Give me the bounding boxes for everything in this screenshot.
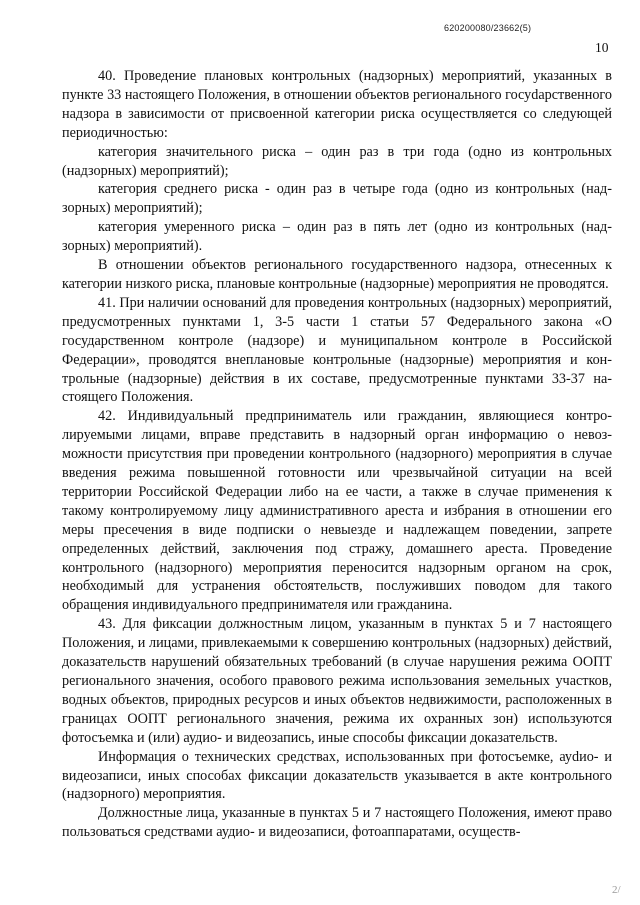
paragraph-43: 43. Для фиксации должностным лицом, указанным в пунктах 5 и 7 настоящего Положения, и лицами, привлекаемыми к совершению контрольных (надзорных) действий, доказательств нарушений обязательных требований (в случае нарушения режима ООПТ регионального значения, особого правового режима использования земельных участков, водных объектов, природных ресурсов и иных объектов недвижимости, расположенных в границах ООПТ регионального значения, режима их охранных зон) используются фотосъемка и (или) аудио- и видеозапись, иные способы фиксации доказательств. (62, 616, 612, 746)
document-body (62, 67, 612, 842)
page-number: 10 (595, 40, 609, 55)
paragraph-risk-medium: категория среднего риска - один раз в четыре года (одно из контрольных (надзорных) мероприятий); (62, 181, 612, 217)
paragraph-officials-rights: Должностные лица, указанные в пунктах 5 и 7 настоящего Положения, имеют право пользоваться средствами аудио- и видеозаписи, фотоаппаратами, осуществ- (62, 805, 612, 841)
paragraph-risk-significant: категория значительного риска – один раз в три года (одно из контрольных (надзорных) мероприятий); (62, 143, 612, 179)
paragraph-40: 40. Проведение плановых контрольных (надзорных) мероприятий, указанных в пункте 33 настоящего Положения, в отношении объектов регионального госуdарственного надзора в зависимости от присвоенной категории риска осуществляется со следующей периодичностью: (62, 68, 612, 141)
paragraph-42: 42. Индивидуальный предприниматель или гражданин, являющиеся контролируемыми лицами, вправе представить в надзорный орган информацию о невозможности присутствия при проведении контрольного (надзорного) мероприятия в случае введения режима повышенной готовности или чрезвычайной ситуации на всей территории Российской Федерации либо на ее части, а также в случае применения к такому контролируемому лицу административного ареста и избрания в отношении его меры пресечения в виде подписки о невыезде и надлежащем поведении, запрете определенных действий, заключения под стражу, домашнего ареста. Проведение контрольного (надзорного) мероприятия переносится надзорным органом на срок, необходимый для устранения обстоятельств, послуживших поводом для такого обращения индивидуального предпринимателя или гражданина. (62, 408, 612, 614)
paragraph-risk-moderate: категория умеренного риска – один раз в пять лет (одно из контрольных (надзорных) мероприятий). (62, 219, 612, 255)
paragraph-41: 41. При наличии оснований для проведения контрольных (надзорных) мероприятий, предусмотренных пунктами 1, 3-5 части 1 статьи 57 Федерального закона «О государственном контроле (надзоре) и муниципальном контроле в Российской Федерации», проводятся внеплановые контрольные (надзорные) мероприятия и контрольные (надзорные) действия в их составе, предусмотренные пунктами 33-37 настоящего Положения. (62, 294, 612, 406)
corner-handwritten-mark: 2/ (612, 884, 621, 896)
paragraph-risk-low: В отношении объектов регионального государственного надзора, отнесенных к категории низкого риска, плановые контрольные (надзорные) мероприятия не проводятся. (62, 257, 612, 292)
paragraph-technical-info: Информация о технических средствах, использованных при фотосъемке, ауdио- и видеозаписи, иных способах фиксации доказательств указывается в акте контрольного (надзорного) мероприятия. (62, 748, 612, 803)
document-code: 620200080/23662(5) (444, 23, 532, 33)
